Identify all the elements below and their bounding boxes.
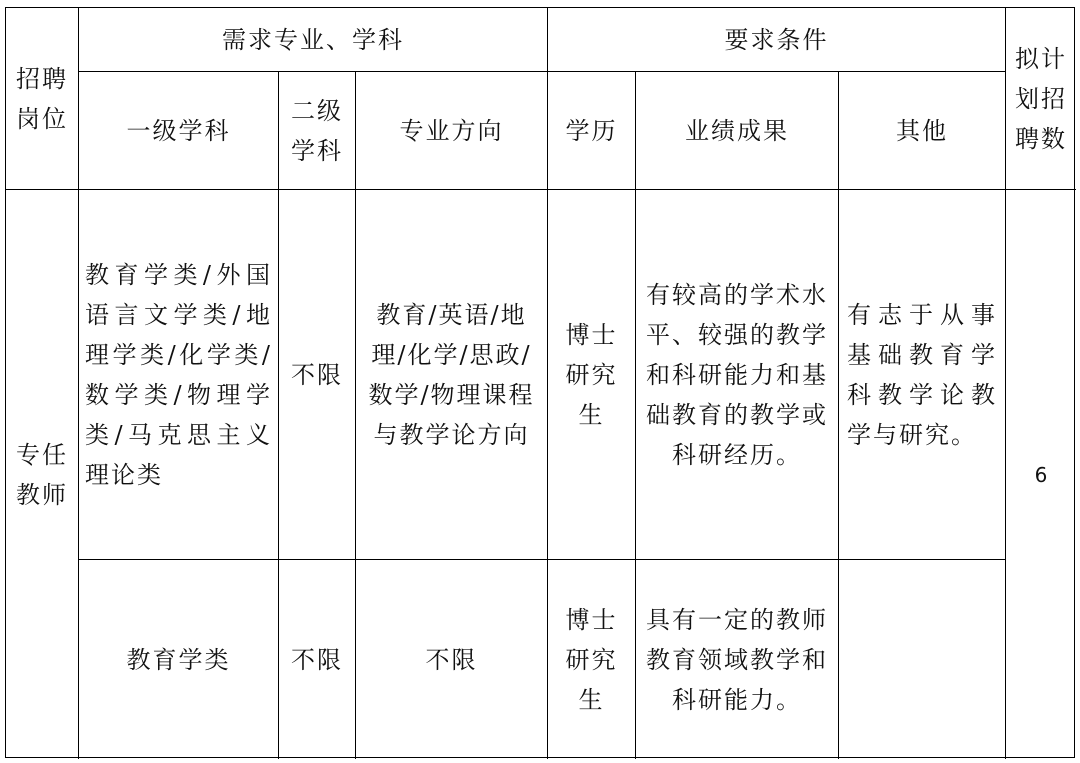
- header-level2-subject: 二级 学科: [279, 72, 356, 190]
- row2-direction: 不限: [356, 560, 548, 759]
- header-other: 其他: [839, 72, 1006, 190]
- header-demand-group: 需求专业、学科: [79, 8, 548, 72]
- row2-level1-subject: 教育学类: [79, 560, 279, 759]
- row2-achievement: 具有一定的教师教育领域教学和科研能力。: [636, 560, 839, 759]
- row2-other: [839, 560, 1006, 759]
- header-level1-subject: 一级学科: [79, 72, 279, 190]
- header-position: 招聘 岗位: [6, 8, 79, 190]
- row2-level2-subject: 不限: [279, 560, 356, 759]
- row1-direction: 教育/英语/地理/化学/思政/数学/物理课程与教学论方向: [356, 190, 548, 560]
- row1-education: 博士 研究 生: [548, 190, 636, 560]
- position-cell: 专任 教师: [6, 190, 79, 759]
- header-achievement: 业绩成果: [636, 72, 839, 190]
- header-education: 学历: [548, 72, 636, 190]
- row1-other: 有志于从事基础教育学科教学论教学与研究。: [839, 190, 1006, 560]
- row2-education: 博士 研究 生: [548, 560, 636, 759]
- row1-level1-subject: 教育学类/外国语言文学类/地理学类/化学类/数学类/物理学类/马克思主义理论类: [79, 190, 279, 560]
- plan-count-cell: 6: [1034, 462, 1048, 487]
- header-direction: 专业方向: [356, 72, 548, 190]
- header-requirement-group: 要求条件: [548, 8, 1006, 72]
- row1-achievement: 有较高的学术水平、较强的教学和科研能力和基础教育的教学或科研经历。: [636, 190, 839, 560]
- header-plan-count: 拟计 划招 聘数: [1006, 8, 1076, 190]
- row1-level2-subject: 不限: [279, 190, 356, 560]
- recruitment-table: [5, 7, 1075, 758]
